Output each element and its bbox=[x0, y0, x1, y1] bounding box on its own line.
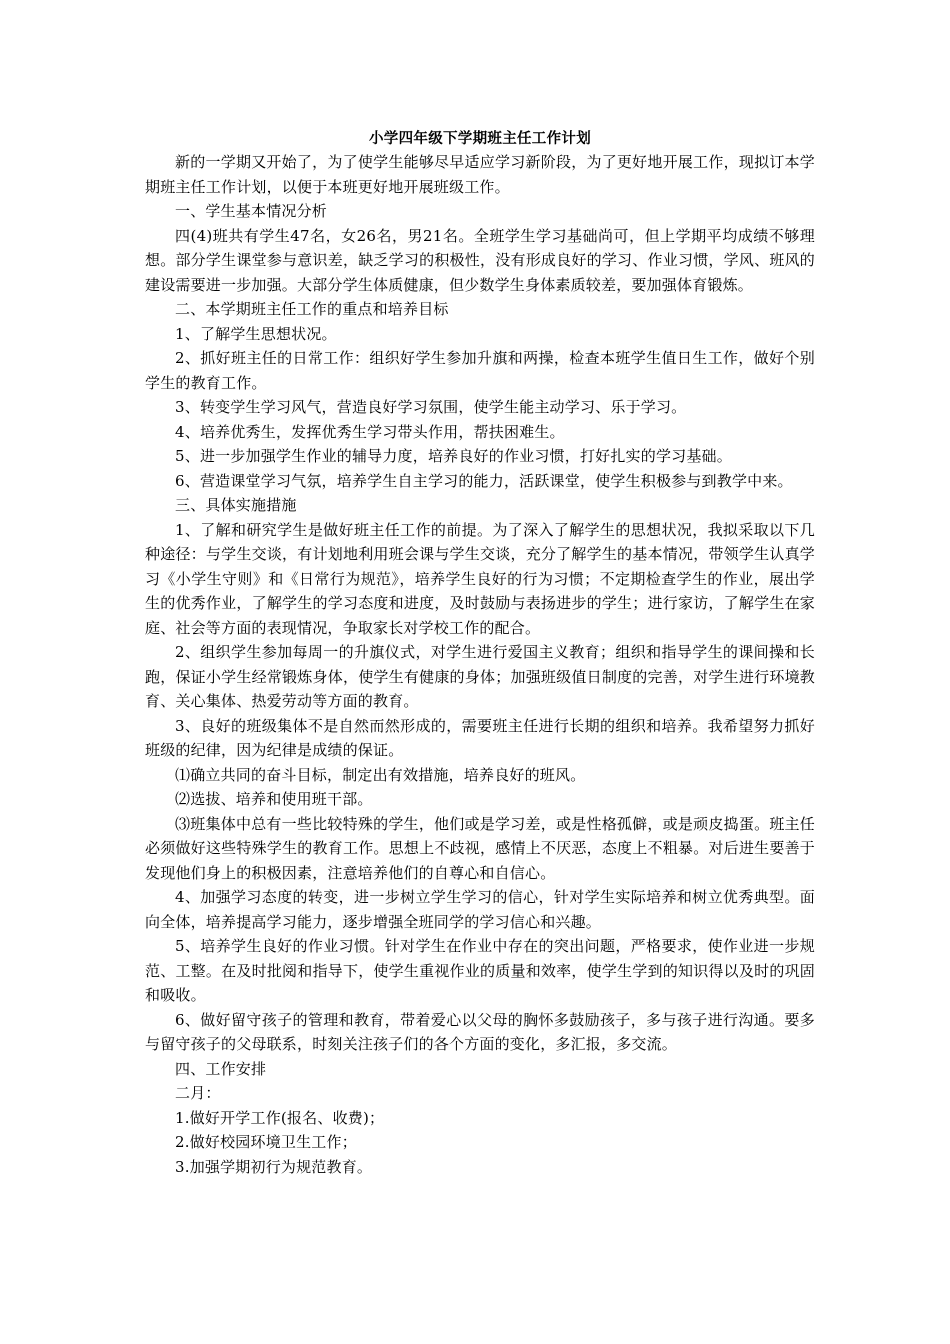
paragraph: 1、了解和研究学生是做好班主任工作的前提。为了深入了解学生的思想状况，我拟采取以下几种途径：与学生交谈，有计划地利用班会课与学生交谈，充分了解学生的基本情况，带领学生认真学习《小学生守则》和《日常行为规范》，培养学生良好的行为习惯；不定期检查学生的作业，展出学生的优秀作业，了解学生的学习态度和进度，及时鼓励与表扬进步的学生；进行家访，了解学生在家庭、社会等方面的表现情况，争取家长对学校工作的配合。 bbox=[145, 520, 815, 637]
paragraph: 新的一学期又开始了，为了使学生能够尽早适应学习新阶段，为了更好地开展工作，现拟订本学期班主任工作计划，以便于本班更好地开展班级工作。 bbox=[145, 153, 815, 196]
paragraph: 5、进一步加强学生作业的辅导力度，培养良好的作业习惯，打好扎实的学习基础。 bbox=[175, 447, 732, 465]
paragraph: 6、营造课堂学习气氛，培养学生自主学习的能力，活跃课堂，使学生积极参与到教学中来。 bbox=[175, 471, 793, 490]
paragraph: 2.做好校园环境卫生工作； bbox=[175, 1133, 357, 1151]
paragraph: 三、具体实施措施 bbox=[175, 496, 297, 514]
paragraph: 5、培养学生良好的作业习惯。针对学生在作业中存在的突出问题，严格要求，使作业进一步规范、工整。在及时批阅和指导下，使学生重视作业的质量和效率，使学生学到的知识得以及时的巩固和吸收。 bbox=[145, 937, 815, 1004]
paragraph: 3.加强学期初行为规范教育。 bbox=[175, 1157, 373, 1176]
paragraph: 3、转变学生学习风气，营造良好学习氛围，使学生能主动学习、乐于学习。 bbox=[175, 398, 687, 416]
paragraph: 二月： bbox=[175, 1084, 221, 1102]
paragraph: 1、了解学生思想状况。 bbox=[175, 324, 337, 343]
paragraph: 6、做好留守孩子的管理和教育，带着爱心以父母的胸怀多鼓励孩子，多与孩子进行沟通。要多与留守孩子的父母联系，时刻关注孩子们的各个方面的变化，多汇报，多交流。 bbox=[145, 1010, 815, 1053]
paragraph: ⑵选拔、培养和使用班干部。 bbox=[175, 790, 373, 808]
paragraph-list bbox=[145, 150, 815, 1179]
paragraph: 3、良好的班级集体不是自然而然形成的，需要班主任进行长期的组织和培养。我希望努力抓好班级的纪律，因为纪律是成绩的保证。 bbox=[145, 716, 815, 759]
paragraph: 2、组织学生参加每周一的升旗仪式，对学生进行爱国主义教育；组织和指导学生的课间操和长跑，保证小学生经常锻炼身体，使学生有健康的身体；加强班级值日制度的完善，对学生进行环境教育、关心集体、热爱劳动等方面的教育。 bbox=[145, 643, 815, 710]
paragraph: ⑴确立共同的奋斗目标，制定出有效措施，培养良好的班风。 bbox=[175, 765, 586, 784]
paragraph: 四、工作安排 bbox=[175, 1059, 267, 1078]
paragraph: 四(4)班共有学生47名，女26名，男21名。全班学生学习基础尚可，但上学期平均成绩不够理想。部分学生课堂参与意识差，缺乏学习的积极性，没有形成良好的学习、作业习惯，学风、班风的建设需要进一步加强。大部分学生体质健康，但少数学生身体素质较差，要加强体育锻炼。 bbox=[145, 226, 815, 294]
document-title: 小学四年级下学期班主任工作计划 bbox=[369, 131, 591, 147]
paragraph: 一、学生基本情况分析 bbox=[175, 202, 328, 220]
paragraph: 2、抓好班主任的日常工作：组织好学生参加升旗和两操，检查本班学生值日生工作，做好个别学生的教育工作。 bbox=[145, 349, 815, 392]
paragraph: 4、加强学习态度的转变，进一步树立学生学习的信心，针对学生实际培养和树立优秀典型。面向全体，培养提高学习能力，逐步增强全班同学的学习信心和兴趣。 bbox=[145, 888, 815, 931]
paragraph: 4、培养优秀生，发挥优秀生学习带头作用，帮扶困难生。 bbox=[175, 422, 565, 441]
paragraph: 1.做好开学工作(报名、收费)； bbox=[175, 1108, 385, 1127]
paragraph: 二、本学期班主任工作的重点和培养目标 bbox=[175, 300, 449, 318]
document-body bbox=[145, 128, 815, 1179]
paragraph: ⑶班集体中总有一些比较特殊的学生，他们或是学习差，或是性格孤僻，或是顽皮捣蛋。班主任必须做好这些特殊学生的教育工作。思想上不歧视，感情上不厌恶，态度上不粗暴。对后进生要善于发现他们身上的积极因素，注意培养他们的自尊心和自信心。 bbox=[145, 814, 815, 882]
